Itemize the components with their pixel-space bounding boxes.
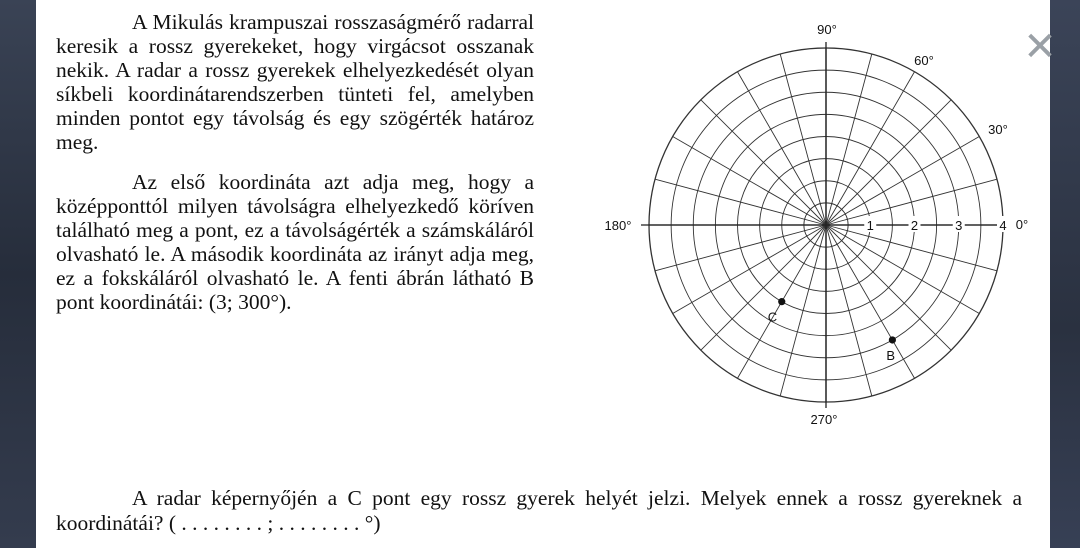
radius-label-2: 2 [910,218,919,233]
grid-spoke [780,225,826,396]
background-left [0,0,36,548]
grid-spoke [826,54,872,225]
grid-spoke [673,137,826,226]
point-c-label: C [767,309,778,325]
angle-label-270: 270° [810,412,838,427]
question-text [56,486,1022,536]
close-icon[interactable]: ✕ [1023,24,1057,70]
intro-text-column [56,10,534,314]
grid-spoke [826,225,915,378]
data-points [768,298,896,363]
grid-spoke [826,225,872,396]
paragraph-1: A Mikulás krampuszai rosszaságmérő radarral keresik a rossz gyerekeket, hogy virgácsot osszanak nekik. A radar a rossz gyerekek elhelyezkedését olyan síkbeli koordinátarendszerben tünteti fel, amelyben minden pontot egy távolság és egy szögérték határoz meg. [56,10,534,154]
grid-spoke [701,100,826,225]
document-page [36,0,1057,548]
grid-spoke [738,72,827,225]
question-paragraph: A radar képernyőjén a C pont egy rossz gyerek helyét jelzi. Melyek ennek a rossz gyereknek a koordinátái? ( . . . . . . . . ; . . . . . . . . °) [56,486,1022,535]
grid-spoke [826,225,979,314]
grid-spoke [826,72,915,225]
angle-label-30: 30° [988,122,1008,137]
background-right [1050,0,1080,548]
polar-radar-diagram [556,10,1036,440]
grid-spoke [655,225,826,271]
angle-label-90: 90° [817,22,837,37]
point-b-marker [889,336,896,343]
point-b-label: B [886,347,896,363]
grid-spoke [826,225,951,350]
grid-spoke [655,179,826,225]
angle-label-180: 180° [604,218,632,233]
paragraph-2: Az első koordináta azt adja meg, hogy a középponttól milyen távolságra elhelyezkedő köríven található meg a pont, ez a távolságérték a számskáláról olvasható le. A második koordináta az irányt adja meg, ez a fokskáláról olvasható le. A fenti ábrán látható B pont koordinátái: (3; 300°). [56,170,534,314]
grid-spoke [826,137,979,226]
angle-label-0: 0° [1015,217,1029,232]
radius-label-3: 3 [955,218,963,233]
radius-label-1: 1 [866,218,874,233]
grid-spoke [780,54,826,225]
radius-label-4: 4 [999,218,1007,233]
angle-label-60: 60° [914,53,934,68]
point-c-marker [778,298,785,305]
grid-spoke [673,225,826,314]
grid-spoke [826,100,951,225]
grid-spoke [701,225,826,350]
